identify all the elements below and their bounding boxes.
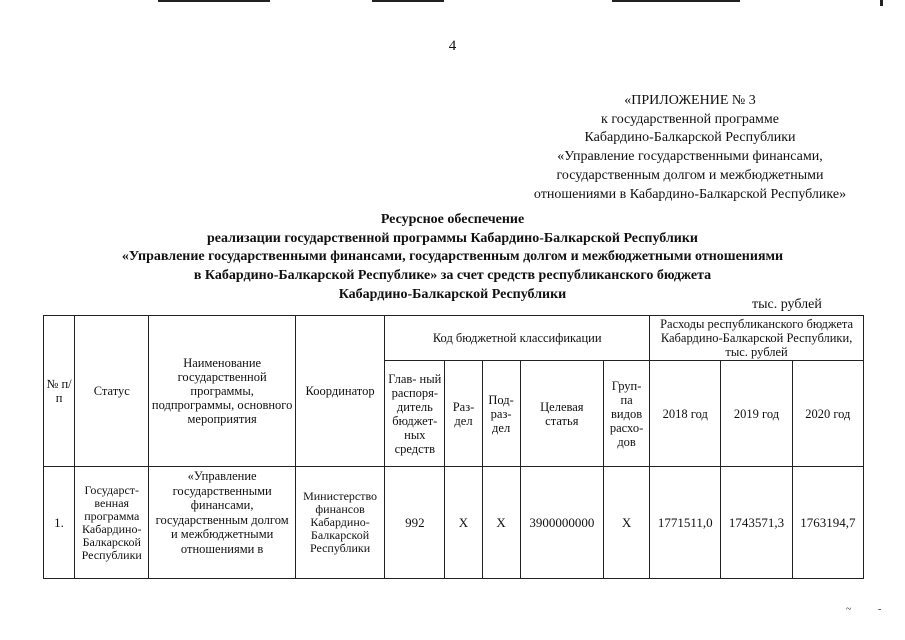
scan-artifact-line bbox=[880, 0, 883, 6]
appendix-line: отношениями в Кабардино-Балкарской Республике» bbox=[533, 186, 847, 202]
cell-target: 3900000000 bbox=[520, 467, 603, 579]
table-header-row bbox=[44, 316, 864, 361]
header-kbk-group: Код бюджетной классификации bbox=[385, 316, 650, 361]
header-vid: Груп- па видов расхо- дов bbox=[603, 361, 649, 467]
header-name: Наименование государственной программы, подпрограммы, основного мероприятия bbox=[149, 316, 296, 467]
cell-grbs: 992 bbox=[385, 467, 445, 579]
header-expenses-group: Расходы республиканского бюджета Кабардино-Балкарской Республики, тыс. рублей bbox=[650, 316, 864, 361]
page-number: 4 bbox=[448, 38, 457, 54]
scan-artifact-line bbox=[158, 0, 270, 2]
header-2019: 2019 год bbox=[721, 361, 792, 467]
header-2020: 2020 год bbox=[792, 361, 863, 467]
header-target: Целевая статья bbox=[520, 361, 603, 467]
appendix-line: государственным долгом и межбюджетными bbox=[556, 167, 824, 183]
cell-vid: Х bbox=[603, 467, 649, 579]
title-line: «Управление государственными финансами, государственным долгом и межбюджетными отношениями bbox=[121, 249, 784, 265]
cell-razdel: Х bbox=[445, 467, 482, 579]
cell-coordinator: Министерство финансов Кабардино- Балкарской Республики bbox=[295, 467, 384, 579]
scan-corner-mark: ~ bbox=[846, 604, 852, 615]
scan-corner-mark: - bbox=[878, 604, 882, 615]
cell-2019: 1743571,3 bbox=[721, 467, 792, 579]
header-razdel: Раз- дел bbox=[445, 361, 482, 467]
header-status: Статус bbox=[75, 316, 149, 467]
appendix-header bbox=[490, 92, 890, 204]
cell-2020: 1763194,7 bbox=[792, 467, 863, 579]
cell-name: «Управление государственными финансами, государственным долгом и межбюджетными отношениями в bbox=[149, 467, 296, 579]
scan-artifact-line bbox=[612, 0, 740, 2]
header-grbs: Глав- ный распоря- дитель бюджет- ных средств bbox=[385, 361, 445, 467]
appendix-line: Кабардино-Балкарской Республики bbox=[584, 130, 796, 146]
appendix-line: «Управление государственными финансами, bbox=[557, 149, 823, 165]
units-label: тыс. рублей bbox=[752, 297, 822, 312]
title-line: Ресурсное обеспечение bbox=[380, 212, 525, 227]
appendix-line: к государственной программе bbox=[601, 111, 779, 127]
cell-num: 1. bbox=[44, 467, 75, 579]
cell-2018: 1771511,0 bbox=[650, 467, 721, 579]
header-2018: 2018 год bbox=[650, 361, 721, 467]
document-title bbox=[0, 211, 905, 305]
appendix-line: «ПРИЛОЖЕНИЕ № 3 bbox=[624, 93, 756, 108]
title-line: в Кабардино-Балкарской Республике» за счет средств республиканского бюджета bbox=[193, 268, 712, 284]
scan-artifact-line bbox=[372, 0, 444, 2]
table-row bbox=[44, 467, 864, 579]
cell-status: Государст- венная программа Кабардино- Балкарской Республики bbox=[75, 467, 149, 579]
title-line: Кабардино-Балкарской Республики bbox=[338, 286, 567, 302]
cell-podrazdel: Х bbox=[482, 467, 520, 579]
header-podrazdel: Под- раз- дел bbox=[482, 361, 520, 467]
header-num: № п/п bbox=[44, 316, 75, 467]
title-line: реализации государственной программы Кабардино-Балкарской Республики bbox=[207, 230, 698, 246]
header-coordinator: Координатор bbox=[295, 316, 384, 467]
resource-table bbox=[43, 315, 864, 579]
